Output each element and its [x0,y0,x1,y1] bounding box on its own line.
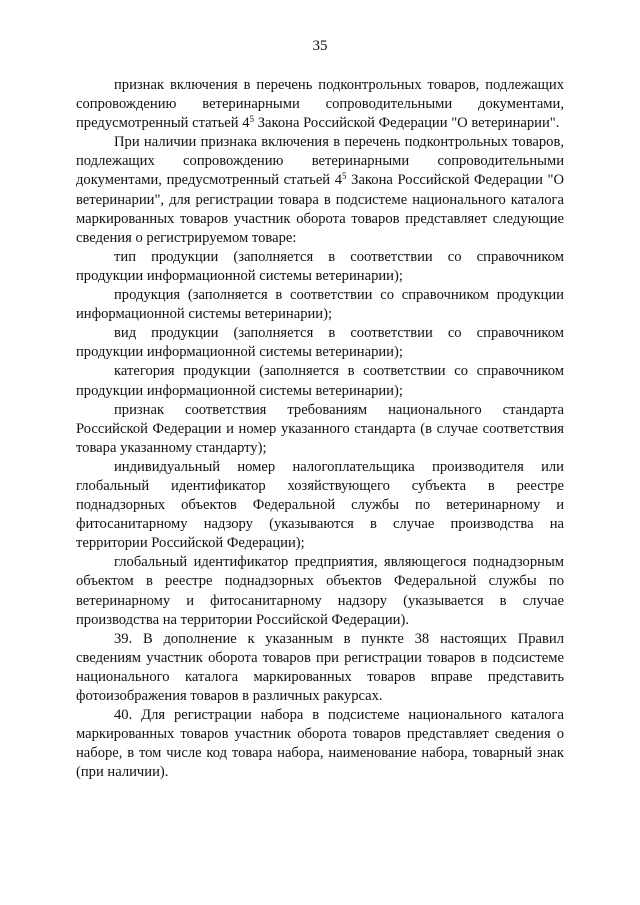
paragraph-enterprise-id: глобальный идентификатор предприятия, являющегося поднадзорным объектом в реестре поднадзорных объектов Федеральной службы по ветеринарному и фитосанитарному надзору (указывается в случае производства на территории Российской Федерации). [76,554,564,628]
paragraph-text: При наличии признака включения в перечень подконтрольных товаров, подлежащих сопровождению ветеринарными сопроводительными документами, предусмотренный статьей 4 [76,134,564,189]
paragraph-veterinary-requirements [76,133,564,248]
document-body [76,76,564,782]
article-superscript: 5 [249,114,255,125]
paragraph-manufacturer-inn: индивидуальный номер налогоплательщика производителя или глобальный идентификатор хозяйствующего субъекта в реестре поднадзорных объектов Федеральной службы по ветеринарному и фитосанитарному надзору (указываются в случае производства на территории Российской Федерации); [76,458,564,552]
paragraph-standard-compliance: признак соответствия требованиям национального стандарта Российской Федерации и номер указанного стандарта (в случае соответствия товара указанному стандарту); [76,401,564,456]
paragraph-product-type: тип продукции (заполняется в соответствии со справочником продукции информационной системы ветеринарии); [76,248,564,284]
paragraph-product-category: категория продукции (заполняется в соответствии со справочником продукции информационной системы ветеринарии); [76,363,564,399]
paragraph-clause-39: 39. В дополнение к указанным в пункте 38 настоящих Правил сведениям участник оборота товаров при регистрации товаров в подсистеме национального каталога маркированных товаров вправе представить фотоизображения товаров в различных ракурсах. [76,630,564,704]
paragraph-product-kind: вид продукции (заполняется в соответствии со справочником продукции информационной системы ветеринарии); [76,325,564,361]
article-superscript: 5 [342,171,347,182]
page-number: 35 [312,38,328,54]
paragraph-product: продукция (заполняется в соответствии со справочником продукции информационной системы ветеринарии); [76,287,564,323]
paragraph-clause-40: 40. Для регистрации набора в подсистеме национального каталога маркированных товаров участник оборота товаров представляет сведения о наборе, в том числе код товара набора, наименование набора, товарный знак (при наличии). [76,707,564,781]
paragraph-text: Закона Российской Федерации "О ветеринарии". [254,115,560,132]
paragraph-text: признак включения в перечень подконтрольных товаров, подлежащих сопровождению ветеринарными сопроводительными документами, предусмотренный статьей 4 [76,77,564,132]
paragraph-veterinary-sign [76,76,564,133]
paragraph-text: Закона Российской Федерации "О ветеринарии", для регистрации товара в подсистеме национального каталога маркированных товаров участник оборота товаров представляет следующие сведения о регистрируемом товаре: [76,172,565,246]
